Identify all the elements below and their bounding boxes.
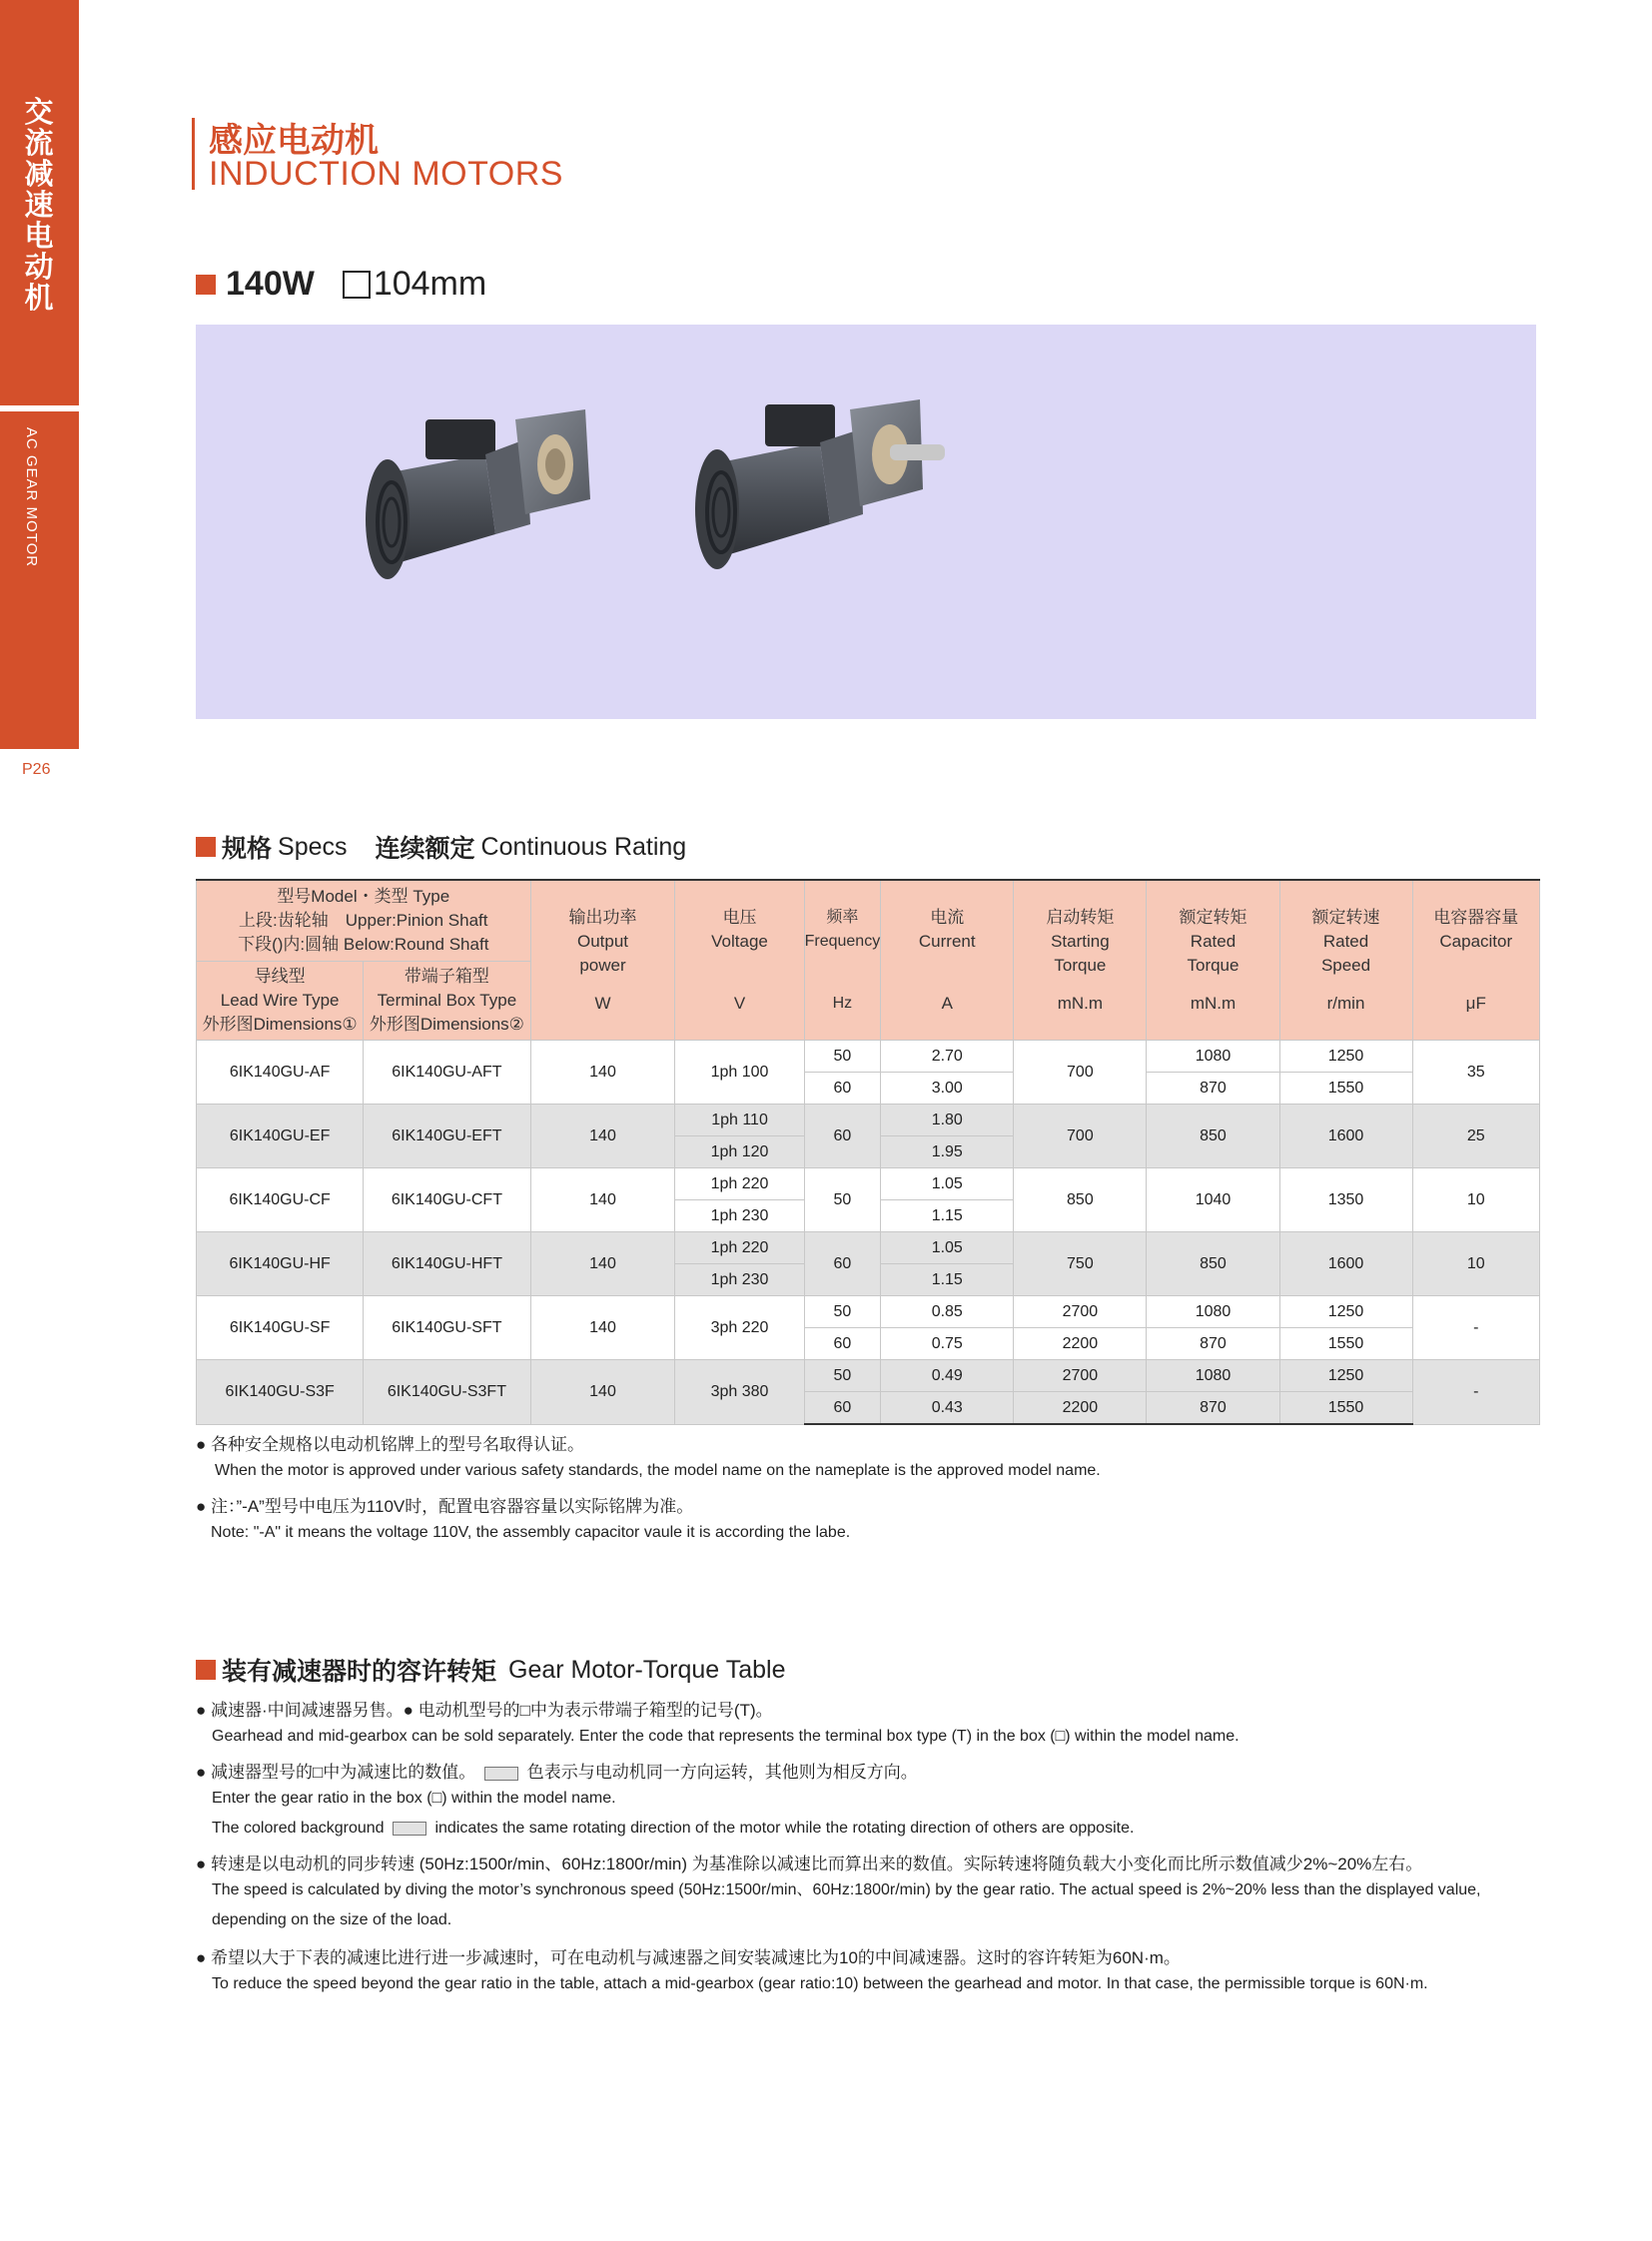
table-cell: 25 [1412, 1105, 1539, 1168]
orange-square-icon [196, 275, 216, 295]
table-cell: 870 [1147, 1392, 1279, 1425]
product-power: 140W [226, 265, 315, 303]
model-header: 型号Model・类型 Type 上段:齿轮轴 Upper:Pinion Shaft 下段()内:圆轴 Below:Round Shaft [197, 880, 531, 962]
note-1-cn: ● 各种安全规格以电动机铭牌上的型号名取得认证。 [196, 1435, 584, 1454]
table-cell: 1250 [1279, 1296, 1412, 1328]
table-row [197, 1360, 1540, 1392]
table-cell: 6IK140GU-HFT [364, 1232, 530, 1296]
table-cell: 6IK140GU-EF [197, 1105, 364, 1168]
bullet-4-en: To reduce the speed beyond the gear ratio in the table, attach a mid-gearbox (gear ratio:10) between the gearhead and motor. In that case, the permissible torque is 60N·m. [212, 1975, 1428, 1992]
table-cell: 850 [1147, 1105, 1279, 1168]
table-cell: 1.80 [881, 1105, 1014, 1136]
table-cell: 1ph 220 [675, 1232, 804, 1264]
table-header-row [197, 880, 1540, 962]
page-title-en: INDUCTION MOTORS [209, 155, 563, 193]
table-cell: 1550 [1279, 1392, 1412, 1425]
table-cell: 1080 [1147, 1360, 1279, 1392]
table-cell: 3.00 [881, 1073, 1014, 1105]
table-cell: 140 [530, 1168, 675, 1232]
torque-heading-cn: 装有减速器时的容许转矩 [222, 1658, 497, 1686]
table-cell: 50 [804, 1168, 881, 1232]
bullet-1-cn: ● 减速器·中间减速器另售。● 电动机型号的□中为表示带端子箱型的记号(T)。 [196, 1701, 773, 1720]
orange-square-icon [196, 1660, 216, 1680]
table-row [197, 1105, 1540, 1136]
table-cell: 700 [1014, 1041, 1147, 1105]
table-cell: 6IK140GU-CF [197, 1168, 364, 1232]
table-cell: 6IK140GU-SF [197, 1296, 364, 1360]
table-cell: 1550 [1279, 1073, 1412, 1105]
note-2-cn: ● 注：”-A”型号中电压为110V时，配置电容器容量以实际铭牌为准。 [196, 1497, 694, 1516]
table-cell: 60 [804, 1073, 881, 1105]
torque-heading-en: Gear Motor-Torque Table [508, 1655, 786, 1684]
sidebar-title-cn: 交流减速电动机 [24, 97, 54, 315]
table-cell: 10 [1412, 1168, 1539, 1232]
table-cell: 1.05 [881, 1232, 1014, 1264]
table-cell: 0.85 [881, 1296, 1014, 1328]
table-cell: 700 [1014, 1105, 1147, 1168]
table-cell: 1ph 220 [675, 1168, 804, 1200]
table-cell: 2700 [1014, 1296, 1147, 1328]
table-cell: 6IK140GU-EFT [364, 1105, 530, 1168]
current-header: 电流 Current A [881, 880, 1014, 1041]
table-row [197, 1232, 1540, 1264]
table-cell: 1ph 100 [675, 1041, 804, 1105]
table-cell: 50 [804, 1041, 881, 1073]
table-cell: 140 [530, 1041, 675, 1105]
table-cell: 1.15 [881, 1264, 1014, 1296]
page-number: P26 [22, 761, 51, 778]
motor-pinion-shaft [366, 409, 590, 579]
table-cell: 6IK140GU-S3FT [364, 1360, 530, 1425]
power-header: 输出功率 Output power W [530, 880, 675, 1041]
rating-heading-en: Continuous Rating [480, 832, 687, 861]
bullet-3-cn: ● 转速是以电动机的同步转速 (50Hz:1500r/min、60Hz:1800r/min) 为基准除以减速比而算出来的数值。实际转速将随负载大小变化而比所示数值减少2%~20%左右。 [196, 1855, 1423, 1873]
specs-heading-cn: 规格 [222, 835, 273, 863]
table-cell: 140 [530, 1105, 675, 1168]
colored-background-swatch [393, 1822, 426, 1836]
product-frame-size: 104mm [373, 265, 487, 303]
table-cell: 1080 [1147, 1296, 1279, 1328]
table-cell: 140 [530, 1296, 675, 1360]
table-cell: 60 [804, 1232, 881, 1296]
capacitor-header: 电容器容量 Capacitor μF [1412, 880, 1539, 1041]
rating-heading-cn: 连续额定 [375, 835, 475, 863]
table-cell: 1ph 230 [675, 1200, 804, 1232]
table-cell: 60 [804, 1105, 881, 1168]
lead-wire-header: 导线型 Lead Wire Type 外形图Dimensions① [197, 962, 364, 1041]
table-cell: 1250 [1279, 1360, 1412, 1392]
table-cell: 750 [1014, 1232, 1147, 1296]
bullet-1-en: Gearhead and mid-gearbox can be sold separately. Enter the code that represents the terminal box type (T) in the box (□) within the model name. [212, 1728, 1239, 1745]
table-cell: 140 [530, 1232, 675, 1296]
voltage-header: 电压 Voltage V [675, 880, 804, 1041]
table-cell: 6IK140GU-SFT [364, 1296, 530, 1360]
motor-illustration [196, 325, 1536, 719]
table-cell: 2200 [1014, 1392, 1147, 1425]
table-cell: 850 [1014, 1168, 1147, 1232]
table-cell: 1ph 230 [675, 1264, 804, 1296]
table-row [197, 1168, 1540, 1200]
table-row [197, 1041, 1540, 1073]
specs-heading-en: Specs [278, 832, 348, 861]
torque-heading [196, 1652, 785, 1688]
table-cell: 1.05 [881, 1168, 1014, 1200]
table-cell: 2.70 [881, 1041, 1014, 1073]
note-2-en: Note: "-A" it means the voltage 110V, the assembly capacitor vaule it is according the labe. [211, 1524, 851, 1541]
sidebar [0, 0, 79, 749]
colored-background-swatch [484, 1767, 518, 1781]
title-accent-bar [192, 118, 195, 190]
table-cell: 3ph 220 [675, 1296, 804, 1360]
bullet-2-cn: ● 减速器型号的□中为减速比的数值。 色表示与电动机同一方向运转，其他则为相反方向。 [196, 1763, 918, 1782]
bullet-4-cn: ● 希望以大于下表的减速比进行进一步减速时，可在电动机与减速器之间安装减速比为10的中间减速器。这时的容许转矩为60N·m。 [196, 1948, 1181, 1967]
table-cell: 6IK140GU-CFT [364, 1168, 530, 1232]
table-cell: 60 [804, 1392, 881, 1425]
sidebar-title-en: AC GEAR MOTOR [23, 426, 40, 568]
table-cell: 0.43 [881, 1392, 1014, 1425]
note-1-en: When the motor is approved under various safety standards, the model name on the nameplate is the approved model name. [215, 1462, 1101, 1479]
starting-torque-header: 启动转矩 Starting Torque mN.m [1014, 880, 1147, 1041]
bullet-3-en: The speed is calculated by diving the motor’s synchronous speed (50Hz:1500r/min、60Hz:1800r/min) by the gear ratio. The actual speed is 2%~20% less than the displayed value, depending on the size of the load. [212, 1881, 1481, 1928]
bullet-2-en-2: The colored background indicates the same rotating direction of the motor while the rotating direction of others are opposite. [212, 1820, 1135, 1837]
table-cell: 1080 [1147, 1041, 1279, 1073]
orange-square-icon [196, 837, 216, 857]
rated-torque-header: 额定转矩 Rated Torque mN.m [1147, 880, 1279, 1041]
table-cell: 870 [1147, 1328, 1279, 1360]
table-cell: 1040 [1147, 1168, 1279, 1232]
table-cell: 140 [530, 1360, 675, 1425]
specs-heading [196, 829, 686, 865]
motor-round-shaft [695, 399, 945, 569]
table-cell: 6IK140GU-S3F [197, 1360, 364, 1425]
table-cell: 6IK140GU-HF [197, 1232, 364, 1296]
table-cell: 2200 [1014, 1328, 1147, 1360]
sidebar-divider [0, 405, 79, 411]
table-cell: 2700 [1014, 1360, 1147, 1392]
product-photo [196, 325, 1536, 719]
table-cell: 6IK140GU-AF [197, 1041, 364, 1105]
table-cell: 1250 [1279, 1041, 1412, 1073]
table-cell: - [1412, 1296, 1539, 1360]
specs-table [196, 879, 1540, 1425]
table-cell: 1600 [1279, 1105, 1412, 1168]
table-cell: 1.15 [881, 1200, 1014, 1232]
frequency-header: 频率 Frequency Hz [804, 880, 881, 1041]
product-heading [196, 265, 486, 304]
table-cell: 0.75 [881, 1328, 1014, 1360]
table-cell: 1550 [1279, 1328, 1412, 1360]
table-cell: 850 [1147, 1232, 1279, 1296]
table-cell: 1.95 [881, 1136, 1014, 1168]
table-cell: 50 [804, 1360, 881, 1392]
page-title-cn: 感应电动机 [209, 122, 379, 160]
table-cell: 10 [1412, 1232, 1539, 1296]
table-cell: 1ph 110 [675, 1105, 804, 1136]
table-cell: 60 [804, 1328, 881, 1360]
square-frame-icon [343, 271, 371, 299]
table-row [197, 1296, 1540, 1328]
table-cell: 3ph 380 [675, 1360, 804, 1425]
table-cell: 35 [1412, 1041, 1539, 1105]
table-cell: 0.49 [881, 1360, 1014, 1392]
table-cell: 1600 [1279, 1232, 1412, 1296]
rated-speed-header: 额定转速 Rated Speed r/min [1279, 880, 1412, 1041]
bullet-2-en-1: Enter the gear ratio in the box (□) within the model name. [212, 1790, 616, 1807]
table-cell: 50 [804, 1296, 881, 1328]
table-cell: 1350 [1279, 1168, 1412, 1232]
table-cell: 6IK140GU-AFT [364, 1041, 530, 1105]
table-cell: 1ph 120 [675, 1136, 804, 1168]
terminal-box-header: 带端子箱型 Terminal Box Type 外形图Dimensions② [364, 962, 530, 1041]
table-cell: - [1412, 1360, 1539, 1425]
table-cell: 870 [1147, 1073, 1279, 1105]
